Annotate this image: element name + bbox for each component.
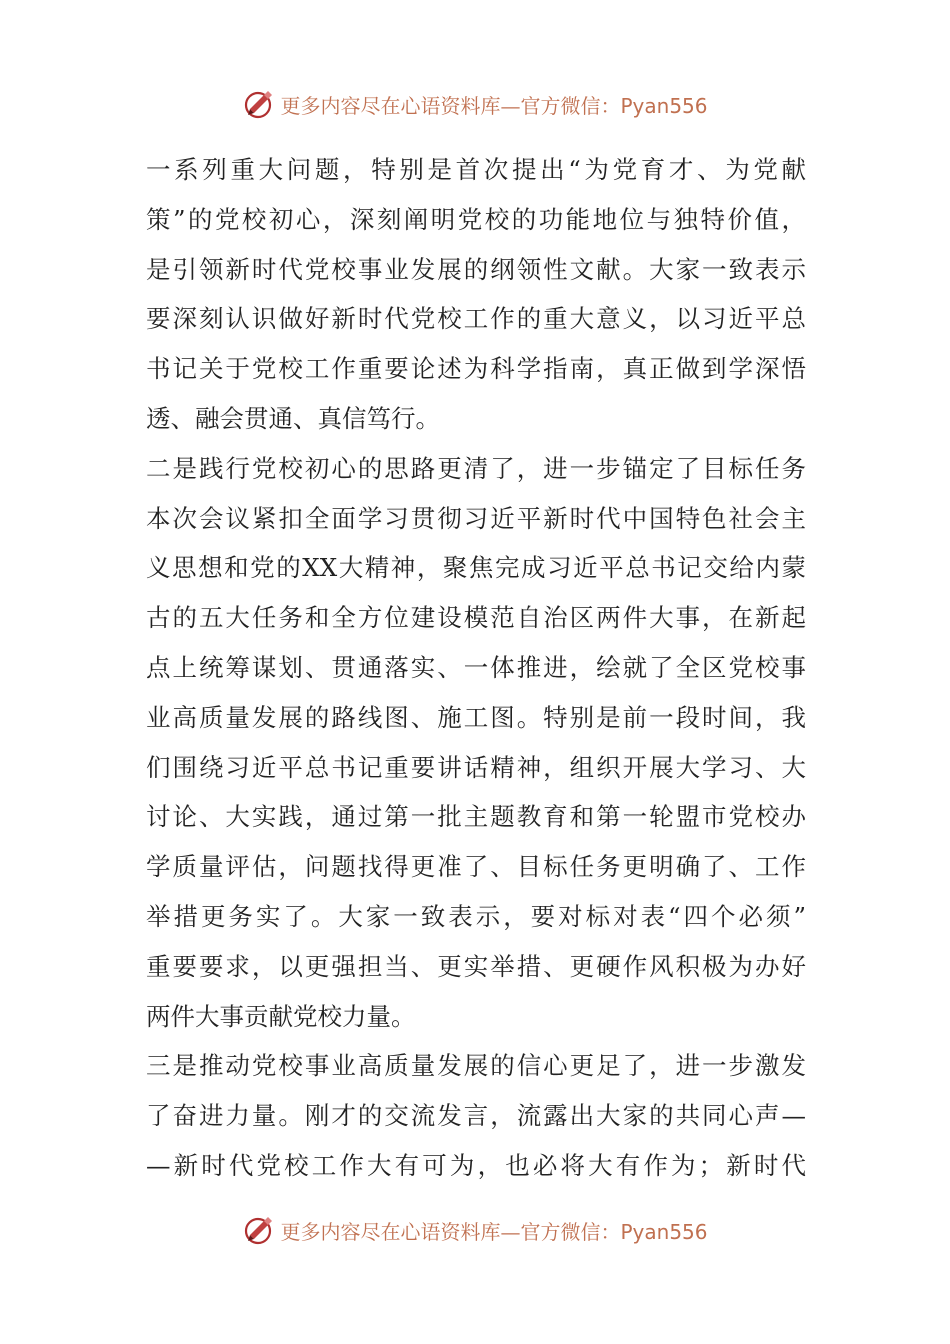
text-line: 透、融会贯通、真信笃行。 bbox=[146, 403, 440, 433]
text-line: 义思想和党的XX大精神，聚焦完成习近平总书记交给内蒙 bbox=[146, 553, 806, 583]
text-line: 书记关于党校工作重要论述为科学指南，真正做到学深悟 bbox=[146, 354, 806, 384]
text-line: 业高质量发展的路线图、施工图。特别是前一段时间，我 bbox=[146, 702, 806, 732]
text-line: 要深刻认识做好新时代党校工作的重大意义，以习近平总 bbox=[146, 304, 806, 334]
watermark-text: 更多内容尽在心语资料库—官方微信：Pyan556 bbox=[280, 1219, 708, 1244]
document-body bbox=[146, 145, 806, 1191]
header-watermark bbox=[0, 84, 950, 124]
text-line: —新时代党校工作大有可为，也必将大有作为；新时代 bbox=[146, 1150, 806, 1180]
text-line: 重要要求，以更强担当、更实举措、更硬作风积极为办好 bbox=[146, 951, 806, 981]
text-line: 古的五大任务和全方位建设模范自治区两件大事，在新起 bbox=[146, 603, 806, 633]
text-line: 们围绕习近平总书记重要讲话精神，组织开展大学习、大 bbox=[146, 752, 806, 782]
wechat-id: Pyan556 bbox=[620, 1219, 708, 1244]
text-line: 举措更务实了。大家一致表示，要对标对表“四个必须” bbox=[146, 901, 806, 931]
text-line: 学质量评估，问题找得更准了、目标任务更明确了、工作 bbox=[146, 852, 806, 882]
text-line: 讨论、大实践，通过第一批主题教育和第一轮盟市党校办 bbox=[146, 802, 806, 832]
pen-logo-icon bbox=[242, 87, 276, 121]
text-line: 是引领新时代党校事业发展的纲领性文献。大家一致表示 bbox=[146, 254, 806, 284]
text-line: 了奋进力量。刚才的交流发言，流露出大家的共同心声— bbox=[146, 1101, 806, 1131]
text-line: 点上统筹谋划、贯通落实、一体推进，绘就了全区党校事 bbox=[146, 652, 806, 682]
text-line: 两件大事贡献党校力量。 bbox=[146, 1001, 416, 1031]
wechat-id: Pyan556 bbox=[620, 93, 708, 118]
text-line: 本次会议紧扣全面学习贯彻习近平新时代中国特色社会主 bbox=[146, 503, 806, 533]
text-line: 策”的党校初心，深刻阐明党校的功能地位与独特价值， bbox=[146, 204, 806, 234]
text-line: 二是践行党校初心的思路更清了，进一步锚定了目标任务 bbox=[146, 453, 806, 483]
watermark-text: 更多内容尽在心语资料库—官方微信：Pyan556 bbox=[280, 93, 708, 118]
pen-logo-icon bbox=[242, 1213, 276, 1247]
text-line: 一系列重大问题，特别是首次提出“为党育才、为党献 bbox=[146, 155, 806, 184]
footer-watermark bbox=[0, 1210, 950, 1250]
text-line: 三是推动党校事业高质量发展的信心更足了，进一步激发 bbox=[146, 1051, 806, 1081]
